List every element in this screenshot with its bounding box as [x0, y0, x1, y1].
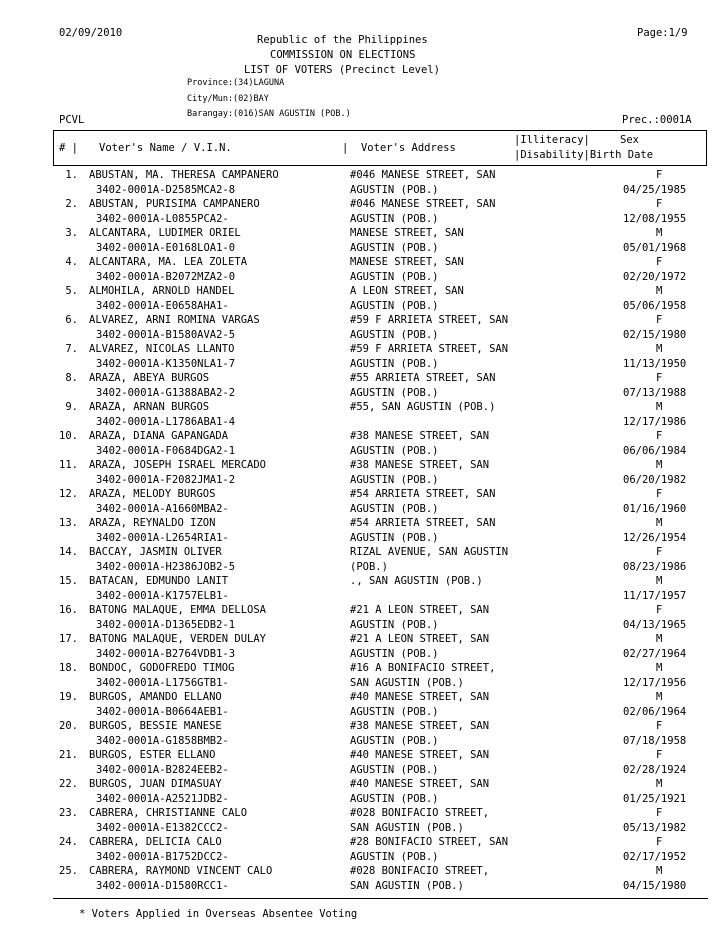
voter-birthdate: 04/13/1965	[623, 619, 687, 631]
voter-birthdate: 02/06/1964	[623, 706, 687, 718]
voter-birthdate: 12/08/1955	[623, 213, 687, 225]
voter-number: 4.	[59, 256, 78, 268]
column-num: # |	[59, 142, 78, 154]
voter-sex: M	[656, 575, 663, 587]
voter-sex: M	[656, 517, 663, 529]
barangay-label: Barangay:(016)SAN AGUSTIN (POB.)	[187, 109, 351, 119]
voter-number: 14.	[59, 546, 78, 558]
voter-sex: F	[656, 198, 663, 210]
voter-name: ALVAREZ, ARNI ROMINA VARGAS	[89, 314, 260, 326]
voter-name: ABUSTAN, PURISIMA CAMPANERO	[89, 198, 260, 210]
voter-address-line2: AGUSTIN (POB.)	[350, 271, 439, 283]
voter-birthdate: 05/01/1968	[623, 242, 687, 254]
voter-address-line2: AGUSTIN (POB.)	[350, 358, 439, 370]
bottom-rule	[53, 898, 708, 899]
voter-sex: M	[656, 285, 663, 297]
voter-row	[0, 779, 728, 808]
voter-address-line2: AGUSTIN (POB.)	[350, 213, 439, 225]
voter-sex: M	[656, 865, 663, 877]
voter-number: 25.	[59, 865, 78, 877]
voter-name: ARAZA, MELODY BURGOS	[89, 488, 216, 500]
precinct-label: Prec.:0001A	[622, 114, 692, 126]
voter-address-line2: AGUSTIN (POB.)	[350, 474, 439, 486]
voter-birthdate: 12/26/1954	[623, 532, 687, 544]
voter-name: BURGOS, JUAN DIMASUAY	[89, 778, 222, 790]
voter-name: BATONG MALAQUE, EMMA DELLOSA	[89, 604, 267, 616]
voter-address-line2: AGUSTIN (POB.)	[350, 851, 439, 863]
voter-address-line1: #40 MANESE STREET, SAN	[350, 749, 490, 761]
voter-sex: F	[656, 372, 663, 384]
voter-number: 2.	[59, 198, 78, 210]
voter-name: ARAZA, ARNAN BURGOS	[89, 401, 210, 413]
voter-vin: 3402-0001A-E0168LOA1-0	[96, 242, 236, 254]
voter-address-line2: AGUSTIN (POB.)	[350, 793, 439, 805]
column-disability-birthdate: |Disability|Birth Date	[514, 149, 654, 161]
voter-number: 6.	[59, 314, 78, 326]
voter-address-line2: (POB.)	[350, 561, 388, 573]
voter-vin: 3402-0001A-E0658AHA1-	[96, 300, 229, 312]
voter-address-line1: A LEON STREET, SAN	[350, 285, 464, 297]
voter-birthdate: 12/17/1956	[623, 677, 687, 689]
voter-name: CABRERA, DELICIA CALO	[89, 836, 222, 848]
voter-birthdate: 07/18/1958	[623, 735, 687, 747]
voter-number: 3.	[59, 227, 78, 239]
voter-birthdate: 12/17/1986	[623, 416, 687, 428]
voter-name: ARAZA, JOSEPH ISRAEL MERCADO	[89, 459, 267, 471]
voter-address-line1: #54 ARRIETA STREET, SAN	[350, 517, 496, 529]
voter-address-line1: #38 MANESE STREET, SAN	[350, 720, 490, 732]
voter-name: BACCAY, JASMIN OLIVER	[89, 546, 222, 558]
voter-vin: 3402-0001A-L0855PCA2-	[96, 213, 229, 225]
voter-sex: F	[656, 256, 663, 268]
voter-sex: M	[656, 778, 663, 790]
voter-number: 13.	[59, 517, 78, 529]
voter-name: CABRERA, CHRISTIANNE CALO	[89, 807, 248, 819]
voter-address-line2: AGUSTIN (POB.)	[350, 300, 439, 312]
voter-birthdate: 02/17/1952	[623, 851, 687, 863]
voter-birthdate: 02/28/1924	[623, 764, 687, 776]
voter-address-line1: #16 A BONIFACIO STREET,	[350, 662, 496, 674]
voter-number: 12.	[59, 488, 78, 500]
voter-name: ALCANTARA, LUDIMER ORIEL	[89, 227, 241, 239]
document-title: LIST OF VOTERS (Precinct Level)	[244, 64, 440, 76]
voter-address-line2: AGUSTIN (POB.)	[350, 503, 439, 515]
voter-name: BURGOS, ESTER ELLANO	[89, 749, 216, 761]
voter-name: ARAZA, REYNALDO IZON	[89, 517, 216, 529]
voter-number: 15.	[59, 575, 78, 587]
voter-vin: 3402-0001A-D2585MCA2-8	[96, 184, 236, 196]
voter-vin: 3402-0001A-A1660MBA2-	[96, 503, 229, 515]
voter-row	[0, 721, 728, 750]
voter-vin: 3402-0001A-L2654RIA1-	[96, 532, 229, 544]
column-illiteracy: |Illiteracy|	[514, 134, 590, 146]
voter-vin: 3402-0001A-A2521JDB2-	[96, 793, 229, 805]
voter-row	[0, 344, 728, 373]
voter-name: BONDOC, GODOFREDO TIMOG	[89, 662, 235, 674]
voter-vin: 3402-0001A-K1350NLA1-7	[96, 358, 236, 370]
voter-vin: 3402-0001A-B1752DCC2-	[96, 851, 229, 863]
voter-address-line2: AGUSTIN (POB.)	[350, 735, 439, 747]
voter-name: BURGOS, AMANDO ELLANO	[89, 691, 222, 703]
header-commission: COMMISSION ON ELECTIONS	[270, 49, 416, 61]
voter-row	[0, 750, 728, 779]
voter-number: 7.	[59, 343, 78, 355]
voter-birthdate: 06/06/1984	[623, 445, 687, 457]
voter-birthdate: 01/16/1960	[623, 503, 687, 515]
voter-vin: 3402-0001A-L1756GTB1-	[96, 677, 229, 689]
voter-address-line1: #38 MANESE STREET, SAN	[350, 430, 490, 442]
voter-name: ALCANTARA, MA. LEA ZOLETA	[89, 256, 248, 268]
voter-address-line2: AGUSTIN (POB.)	[350, 184, 439, 196]
voter-name: ABUSTAN, MA. THERESA CAMPANERO	[89, 169, 279, 181]
voter-row	[0, 228, 728, 257]
voter-address-line1: #28 BONIFACIO STREET, SAN	[350, 836, 509, 848]
voter-address-line1: #40 MANESE STREET, SAN	[350, 778, 490, 790]
voter-row	[0, 576, 728, 605]
voter-row	[0, 199, 728, 228]
voter-address-line2: AGUSTIN (POB.)	[350, 648, 439, 660]
pcvl-label: PCVL	[59, 114, 85, 126]
voter-number: 23.	[59, 807, 78, 819]
voter-sex: F	[656, 749, 663, 761]
voter-number: 11.	[59, 459, 78, 471]
voter-row	[0, 837, 728, 866]
voter-vin: 3402-0001A-H2386JOB2-5	[96, 561, 236, 573]
voter-birthdate: 05/06/1958	[623, 300, 687, 312]
voter-vin: 3402-0001A-B1580AVA2-5	[96, 329, 236, 341]
voter-vin: 3402-0001A-D1365EDB2-1	[96, 619, 236, 631]
voter-vin: 3402-0001A-B2824EEB2-	[96, 764, 229, 776]
voter-birthdate: 02/27/1964	[623, 648, 687, 660]
voter-address-line2: AGUSTIN (POB.)	[350, 445, 439, 457]
footer-note: * Voters Applied in Overseas Absentee Voting	[79, 908, 358, 920]
voter-row	[0, 315, 728, 344]
voter-address-line2: AGUSTIN (POB.)	[350, 329, 439, 341]
voter-row	[0, 692, 728, 721]
voter-address-line2: SAN AGUSTIN (POB.)	[350, 822, 464, 834]
voter-name: CABRERA, RAYMOND VINCENT CALO	[89, 865, 273, 877]
voter-sex: F	[656, 430, 663, 442]
voter-sex: F	[656, 604, 663, 616]
voter-address-line2: SAN AGUSTIN (POB.)	[350, 677, 464, 689]
voter-sex: M	[656, 662, 663, 674]
voter-birthdate: 01/25/1921	[623, 793, 687, 805]
voter-address-line1: #028 BONIFACIO STREET,	[350, 865, 490, 877]
voter-address-line2: AGUSTIN (POB.)	[350, 706, 439, 718]
voter-address-line2: AGUSTIN (POB.)	[350, 242, 439, 254]
voter-birthdate: 11/13/1950	[623, 358, 687, 370]
voter-number: 8.	[59, 372, 78, 384]
voter-address-line2: AGUSTIN (POB.)	[350, 387, 439, 399]
voter-address-line1: #59 F ARRIETA STREET, SAN	[350, 314, 509, 326]
voter-row	[0, 663, 728, 692]
voter-sex: M	[656, 691, 663, 703]
voter-address-line1: MANESE STREET, SAN	[350, 256, 464, 268]
voter-address-line2: SAN AGUSTIN (POB.)	[350, 880, 464, 892]
voter-sex: F	[656, 169, 663, 181]
column-sex: Sex	[620, 134, 639, 146]
voter-address-line1: #046 MANESE STREET, SAN	[350, 198, 496, 210]
voter-number: 24.	[59, 836, 78, 848]
voter-address-line1: #028 BONIFACIO STREET,	[350, 807, 490, 819]
voter-sex: M	[656, 459, 663, 471]
voter-vin: 3402-0001A-F2082JMA1-2	[96, 474, 236, 486]
province-label: Province:(34)LAGUNA	[187, 78, 285, 88]
voter-row	[0, 518, 728, 547]
voter-address-line1: #38 MANESE STREET, SAN	[350, 459, 490, 471]
voter-row	[0, 866, 728, 895]
voter-address-line1: #046 MANESE STREET, SAN	[350, 169, 496, 181]
voter-number: 1.	[59, 169, 78, 181]
voter-sex: F	[656, 720, 663, 732]
voter-address-line2: AGUSTIN (POB.)	[350, 532, 439, 544]
voter-number: 16.	[59, 604, 78, 616]
voter-birthdate: 06/20/1982	[623, 474, 687, 486]
voter-number: 18.	[59, 662, 78, 674]
voter-address-line1: #21 A LEON STREET, SAN	[350, 604, 490, 616]
page-number: Page:1/9	[637, 27, 688, 39]
print-date: 02/09/2010	[59, 27, 123, 39]
voter-birthdate: 05/13/1982	[623, 822, 687, 834]
voter-sex: F	[656, 546, 663, 558]
voter-birthdate: 08/23/1986	[623, 561, 687, 573]
voter-number: 22.	[59, 778, 78, 790]
voter-address-line1: #40 MANESE STREET, SAN	[350, 691, 490, 703]
voter-address-line2: AGUSTIN (POB.)	[350, 619, 439, 631]
voter-address-line1: MANESE STREET, SAN	[350, 227, 464, 239]
voter-vin: 3402-0001A-G1858BMB2-	[96, 735, 229, 747]
voter-vin: 3402-0001A-L1786ABA1-4	[96, 416, 236, 428]
voter-name: ALVAREZ, NICOLAS LLANTO	[89, 343, 235, 355]
voter-birthdate: 02/15/1980	[623, 329, 687, 341]
voter-birthdate: 02/20/1972	[623, 271, 687, 283]
voter-vin: 3402-0001A-B0664AEB1-	[96, 706, 229, 718]
column-name: Voter's Name / V.I.N.	[99, 142, 232, 154]
voter-name: BURGOS, BESSIE MANESE	[89, 720, 222, 732]
voter-row	[0, 605, 728, 634]
voter-sex: F	[656, 807, 663, 819]
city-label: City/Mun:(02)BAY	[187, 94, 269, 104]
voter-number: 19.	[59, 691, 78, 703]
voter-row	[0, 547, 728, 576]
voter-number: 21.	[59, 749, 78, 761]
voter-number: 20.	[59, 720, 78, 732]
voter-vin: 3402-0001A-G1388ABA2-2	[96, 387, 236, 399]
voter-birthdate: 04/15/1980	[623, 880, 687, 892]
voter-row	[0, 460, 728, 489]
voter-sex: M	[656, 633, 663, 645]
voter-vin: 3402-0001A-K1757ELB1-	[96, 590, 229, 602]
voter-sex: F	[656, 314, 663, 326]
voter-number: 9.	[59, 401, 78, 413]
voter-sex: M	[656, 227, 663, 239]
voter-sex: F	[656, 488, 663, 500]
header-republic: Republic of the Philippines	[257, 34, 428, 46]
voter-birthdate: 11/17/1957	[623, 590, 687, 602]
voter-birthdate: 04/25/1985	[623, 184, 687, 196]
voter-address-line1: RIZAL AVENUE, SAN AGUSTIN	[350, 546, 509, 558]
voter-vin: 3402-0001A-B2764VDB1-3	[96, 648, 236, 660]
voter-address-line1: ., SAN AGUSTIN (POB.)	[350, 575, 483, 587]
voter-row	[0, 634, 728, 663]
voter-row	[0, 257, 728, 286]
voter-row	[0, 431, 728, 460]
voter-name: ARAZA, ABEYA BURGOS	[89, 372, 210, 384]
voter-address-line2: AGUSTIN (POB.)	[350, 764, 439, 776]
voter-number: 5.	[59, 285, 78, 297]
voter-row	[0, 808, 728, 837]
voter-row	[0, 373, 728, 402]
voter-birthdate: 07/13/1988	[623, 387, 687, 399]
voter-name: ALMOHILA, ARNOLD HANDEL	[89, 285, 235, 297]
voter-vin: 3402-0001A-E1382CCC2-	[96, 822, 229, 834]
voter-address-line1: #55, SAN AGUSTIN (POB.)	[350, 401, 496, 413]
voter-sex: F	[656, 836, 663, 848]
voter-name: BATONG MALAQUE, VERDEN DULAY	[89, 633, 267, 645]
voter-address-line1: #21 A LEON STREET, SAN	[350, 633, 490, 645]
voter-name: BATACAN, EDMUNDO LANIT	[89, 575, 229, 587]
voter-row	[0, 286, 728, 315]
voter-sex: M	[656, 343, 663, 355]
column-address: | Voter's Address	[342, 142, 456, 154]
voter-row	[0, 489, 728, 518]
voter-vin: 3402-0001A-B2072MZA2-0	[96, 271, 236, 283]
voter-sex: M	[656, 401, 663, 413]
voter-name: ARAZA, DIANA GAPANGADA	[89, 430, 229, 442]
voter-address-line1: #54 ARRIETA STREET, SAN	[350, 488, 496, 500]
voter-row	[0, 170, 728, 199]
voter-row	[0, 402, 728, 431]
voter-number: 17.	[59, 633, 78, 645]
voter-vin: 3402-0001A-D1580RCC1-	[96, 880, 229, 892]
voter-address-line1: #55 ARRIETA STREET, SAN	[350, 372, 496, 384]
voter-address-line1: #59 F ARRIETA STREET, SAN	[350, 343, 509, 355]
voter-vin: 3402-0001A-F0684DGA2-1	[96, 445, 236, 457]
voter-number: 10.	[59, 430, 78, 442]
